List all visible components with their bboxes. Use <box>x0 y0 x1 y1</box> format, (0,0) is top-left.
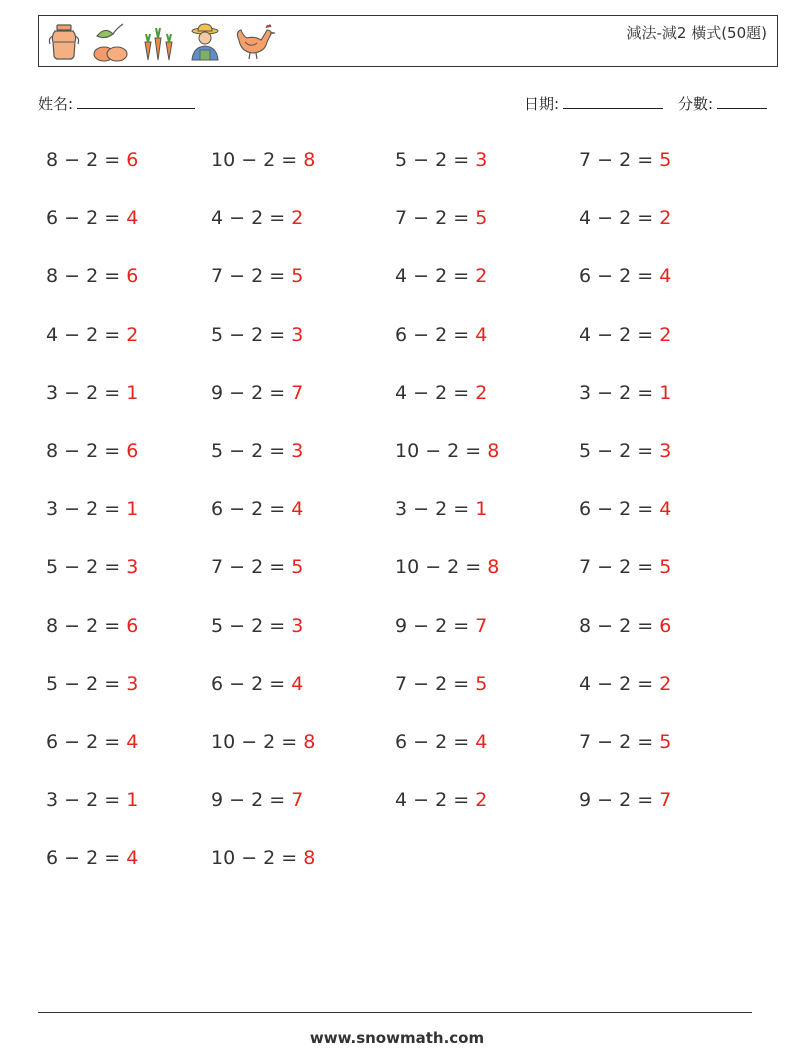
problem-question: 7 − 2 = <box>211 556 292 579</box>
problem-question: 4 − 2 = <box>579 672 660 695</box>
problem-answer: 2 <box>291 207 304 230</box>
problem-answer: 7 <box>291 381 304 404</box>
problem-question: 7 − 2 = <box>579 731 660 753</box>
problem-answer: 4 <box>291 498 304 521</box>
problem-item <box>46 615 138 637</box>
problem-answer: 8 <box>303 731 316 753</box>
problem-question: 4 − 2 = <box>579 323 660 346</box>
problem-answer: 2 <box>475 789 488 812</box>
problem-item <box>211 847 315 869</box>
farmer-icon <box>187 22 223 62</box>
problem-question: 4 − 2 = <box>211 207 292 230</box>
problem-question: 7 − 2 = <box>395 207 476 230</box>
problem-question: 10 − 2 = <box>211 847 304 870</box>
score-blank <box>717 94 767 109</box>
name-label: 姓名: <box>38 95 74 113</box>
problem-question: 5 − 2 = <box>211 440 292 462</box>
problem-question: 6 − 2 = <box>211 672 292 695</box>
problem-item <box>395 149 487 171</box>
problem-item <box>579 498 671 520</box>
problem-question: 6 − 2 = <box>46 731 127 753</box>
problem-question: 6 − 2 = <box>395 731 476 753</box>
problem-answer: 4 <box>126 207 139 230</box>
problem-item <box>46 789 138 811</box>
problem-answer: 8 <box>303 847 316 870</box>
problem-question: 9 − 2 = <box>579 789 660 812</box>
problem-answer: 4 <box>126 731 139 753</box>
problem-answer: 2 <box>659 672 672 695</box>
problem-item <box>211 382 303 404</box>
problem-question: 4 − 2 = <box>395 789 476 812</box>
problem-question: 10 − 2 = <box>211 149 304 171</box>
problem-item <box>211 789 303 811</box>
problem-question: 7 − 2 = <box>211 265 292 288</box>
problem-item <box>46 382 138 404</box>
problem-question: 4 − 2 = <box>395 265 476 288</box>
problem-question: 5 − 2 = <box>211 614 292 637</box>
problem-item <box>46 673 138 695</box>
problem-answer: 3 <box>475 149 488 171</box>
worksheet-header <box>38 15 778 67</box>
problem-question: 5 − 2 = <box>46 556 127 579</box>
problem-item <box>579 149 671 171</box>
problem-answer: 2 <box>475 265 488 288</box>
problem-question: 8 − 2 = <box>46 440 127 462</box>
problem-answer: 5 <box>659 556 672 579</box>
problem-item <box>211 673 303 695</box>
problem-question: 4 − 2 = <box>395 381 476 404</box>
problem-question: 6 − 2 = <box>579 265 660 288</box>
problem-question: 6 − 2 = <box>395 323 476 346</box>
problem-item <box>211 440 303 462</box>
problem-question: 9 − 2 = <box>395 614 476 637</box>
problem-answer: 6 <box>659 614 672 637</box>
problem-question: 8 − 2 = <box>46 614 127 637</box>
problem-item <box>211 556 303 578</box>
problem-item <box>579 265 671 287</box>
name-field <box>38 93 195 114</box>
problem-answer: 7 <box>475 614 488 637</box>
problem-item <box>579 324 671 346</box>
problem-answer: 8 <box>303 149 316 171</box>
name-blank <box>77 94 195 109</box>
date-blank <box>563 94 663 109</box>
problem-answer: 4 <box>475 731 488 753</box>
problem-question: 7 − 2 = <box>579 556 660 579</box>
problem-item <box>579 615 671 637</box>
problem-answer: 2 <box>126 323 139 346</box>
carrots-icon <box>139 22 177 62</box>
problem-answer: 8 <box>487 440 500 462</box>
problem-answer: 1 <box>126 381 139 404</box>
problem-item <box>211 207 303 229</box>
problem-item <box>211 615 303 637</box>
problem-answer: 6 <box>126 149 139 171</box>
problem-question: 3 − 2 = <box>579 381 660 404</box>
problem-answer: 1 <box>659 381 672 404</box>
problem-item <box>579 789 671 811</box>
problem-item <box>579 440 671 462</box>
problem-answer: 4 <box>126 847 139 870</box>
problem-answer: 8 <box>487 556 500 579</box>
problem-question: 7 − 2 = <box>395 672 476 695</box>
problem-item <box>395 324 487 346</box>
problem-answer: 1 <box>475 498 488 521</box>
problem-question: 5 − 2 = <box>579 440 660 462</box>
problem-answer: 4 <box>659 265 672 288</box>
problem-item <box>46 498 138 520</box>
problem-item <box>395 207 487 229</box>
problem-question: 3 − 2 = <box>46 789 127 812</box>
problem-answer: 6 <box>126 440 139 462</box>
problem-answer: 5 <box>475 207 488 230</box>
problem-answer: 7 <box>291 789 304 812</box>
problem-answer: 3 <box>291 323 304 346</box>
footer-divider <box>38 1012 752 1013</box>
problem-answer: 2 <box>659 323 672 346</box>
problem-answer: 5 <box>659 731 672 753</box>
problem-question: 5 − 2 = <box>46 672 127 695</box>
score-label: 分數: <box>678 95 714 113</box>
worksheet-title: 減法-減2 橫式(50題) <box>626 24 767 42</box>
problem-question: 3 − 2 = <box>46 381 127 404</box>
problem-question: 6 − 2 = <box>46 207 127 230</box>
problem-answer: 3 <box>291 614 304 637</box>
problem-item <box>395 265 487 287</box>
problem-answer: 2 <box>475 381 488 404</box>
footer-url: www.snowmath.com <box>309 1029 485 1047</box>
problem-item <box>395 615 487 637</box>
problem-answer: 6 <box>126 614 139 637</box>
problem-answer: 5 <box>291 556 304 579</box>
problem-answer: 6 <box>126 265 139 288</box>
problem-item <box>46 324 138 346</box>
date-field <box>524 93 663 114</box>
problem-item <box>46 149 138 171</box>
problem-question: 6 − 2 = <box>46 847 127 870</box>
problem-question: 10 − 2 = <box>395 556 488 579</box>
problem-answer: 2 <box>659 207 672 230</box>
problem-item <box>395 556 499 578</box>
score-field <box>678 93 767 114</box>
problem-item <box>211 265 303 287</box>
peach-icon <box>91 22 129 62</box>
problem-item <box>579 382 671 404</box>
problem-answer: 5 <box>659 149 672 171</box>
problem-item <box>579 731 671 753</box>
problem-item <box>579 673 671 695</box>
problem-question: 4 − 2 = <box>46 323 127 346</box>
date-label: 日期: <box>524 95 560 113</box>
problem-question: 8 − 2 = <box>46 149 127 171</box>
problem-item <box>395 498 487 520</box>
problem-answer: 4 <box>659 498 672 521</box>
problem-item <box>395 673 487 695</box>
problem-item <box>395 440 499 462</box>
problem-answer: 3 <box>126 672 139 695</box>
problem-answer: 3 <box>126 556 139 579</box>
problem-item <box>46 556 138 578</box>
problem-question: 6 − 2 = <box>211 498 292 521</box>
problem-item <box>395 731 487 753</box>
problem-question: 3 − 2 = <box>46 498 127 521</box>
problem-question: 5 − 2 = <box>395 149 476 171</box>
problem-item <box>46 847 138 869</box>
problem-answer: 4 <box>475 323 488 346</box>
problem-item <box>46 440 138 462</box>
jar-icon <box>47 22 81 62</box>
problem-question: 3 − 2 = <box>395 498 476 521</box>
problem-item <box>46 207 138 229</box>
problem-answer: 4 <box>291 672 304 695</box>
problem-question: 9 − 2 = <box>211 381 292 404</box>
problem-item <box>46 265 138 287</box>
problem-answer: 1 <box>126 789 139 812</box>
problem-answer: 7 <box>659 789 672 812</box>
problem-answer: 3 <box>291 440 304 462</box>
problem-item <box>211 498 303 520</box>
problem-answer: 5 <box>291 265 304 288</box>
problem-item <box>211 324 303 346</box>
problem-item <box>395 789 487 811</box>
problem-item <box>579 556 671 578</box>
problem-question: 6 − 2 = <box>579 498 660 521</box>
hen-icon <box>233 22 277 62</box>
problem-item <box>46 731 138 753</box>
problem-question: 7 − 2 = <box>579 149 660 171</box>
problem-question: 10 − 2 = <box>395 440 488 462</box>
problem-answer: 5 <box>475 672 488 695</box>
problem-answer: 3 <box>659 440 672 462</box>
problem-item <box>211 731 315 753</box>
problem-question: 8 − 2 = <box>579 614 660 637</box>
problem-question: 8 − 2 = <box>46 265 127 288</box>
header-icons <box>47 22 277 62</box>
problem-question: 9 − 2 = <box>211 789 292 812</box>
problem-question: 5 − 2 = <box>211 323 292 346</box>
problem-answer: 1 <box>126 498 139 521</box>
problem-item <box>395 382 487 404</box>
problem-question: 10 − 2 = <box>211 731 304 753</box>
problem-item <box>579 207 671 229</box>
problem-item <box>211 149 315 171</box>
problem-question: 4 − 2 = <box>579 207 660 230</box>
